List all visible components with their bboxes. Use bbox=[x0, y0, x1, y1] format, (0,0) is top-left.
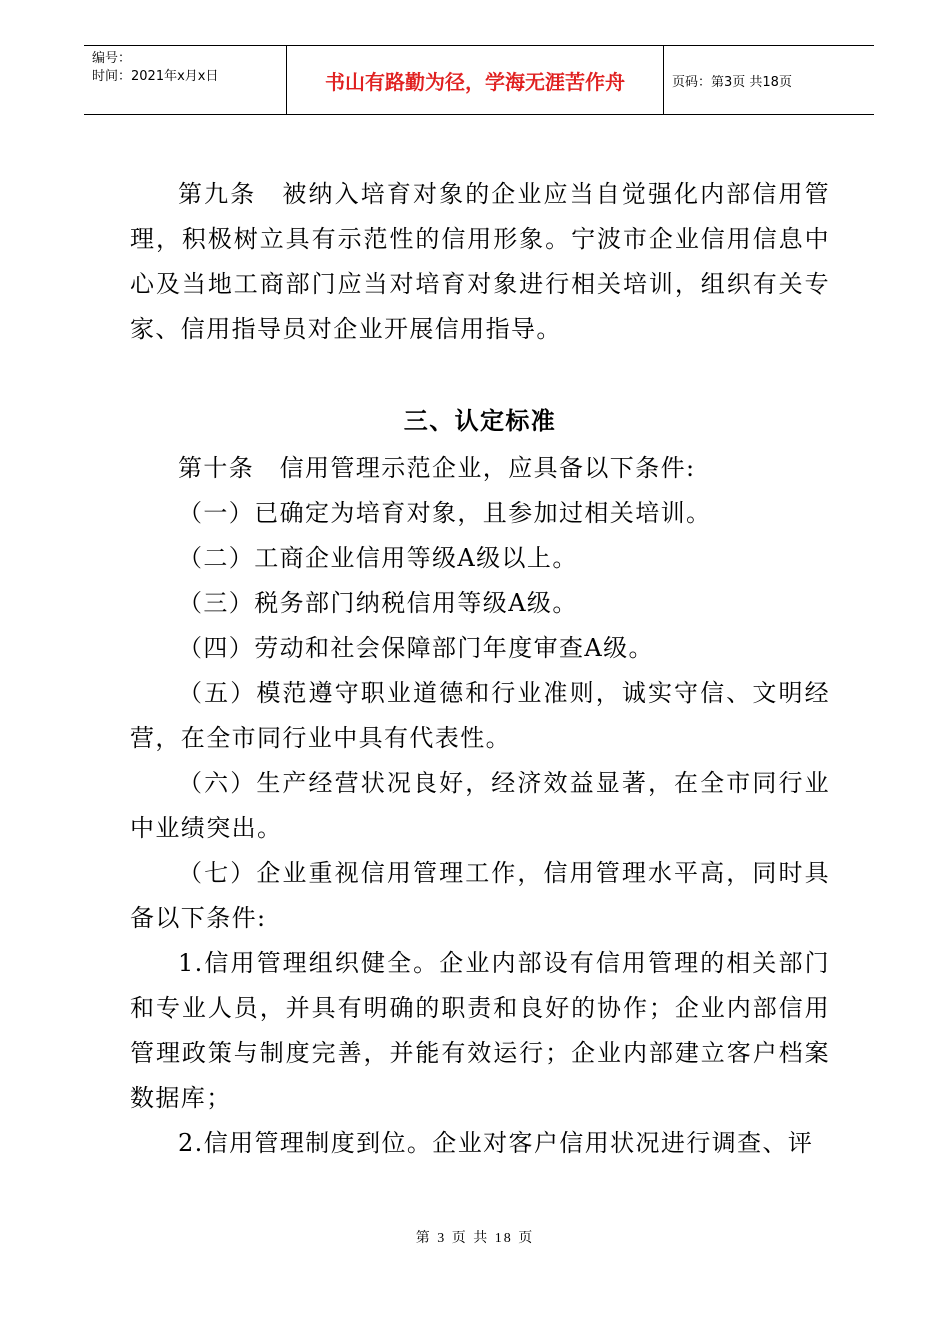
section-title: 三、认定标准 bbox=[403, 407, 557, 435]
paragraph-gap bbox=[130, 352, 830, 396]
header-motto: 书山有路勤为径，学海无涯苦作舟 bbox=[287, 46, 664, 114]
condition-item-5: （五）模范遵守职业道德和行业准则，诚实守信、文明经营，在全市同行业中具有代表性。 bbox=[130, 679, 830, 752]
document-time-label: 时间：2021年x月x日 bbox=[92, 69, 219, 84]
article-10: 第十条 信用管理示范企业，应具备以下条件: bbox=[178, 454, 696, 482]
condition-item-7: （七）企业重视信用管理工作，信用管理水平高，同时具备以下条件: bbox=[130, 859, 830, 932]
condition-item-1: （一）已确定为培育对象，且参加过相关培训。 bbox=[178, 499, 712, 527]
header-page-info: 页码：第3页 共18页 bbox=[672, 74, 792, 90]
page-header bbox=[84, 45, 874, 115]
page-footer: 第 3 页 共 18 页 bbox=[415, 1231, 535, 1246]
sub-condition-1: 1.信用管理组织健全。企业内部设有信用管理的相关部门和专业人员，并具有明确的职责和良好的协作；企业内部信用管理政策与制度完善，并能有效运行；企业内部建立客户档案数据库； bbox=[130, 949, 830, 1112]
condition-item-2: （二）工商企业信用等级A级以上。 bbox=[178, 544, 578, 572]
condition-item-3: （三）税务部门纳税信用等级A级。 bbox=[178, 589, 578, 617]
article-9: 第九条 被纳入培育对象的企业应当自觉强化内部信用管理，积极树立具有示范性的信用形象。宁波市企业信用信息中心及当地工商部门应当对培育对象进行相关培训，组织有关专家、信用指导员对企业开展信用指导。 bbox=[130, 180, 830, 343]
condition-item-6: （六）生产经营状况良好，经济效益显著，在全市同行业中业绩突出。 bbox=[130, 769, 830, 842]
document-number-label: 编号： bbox=[92, 51, 132, 66]
condition-item-4: （四）劳动和社会保障部门年度审查A级。 bbox=[178, 634, 654, 662]
document-body bbox=[130, 172, 830, 1166]
sub-condition-2: 2.信用管理制度到位。企业对客户信用状况进行调查、评 bbox=[178, 1129, 814, 1157]
header-meta bbox=[84, 46, 287, 114]
